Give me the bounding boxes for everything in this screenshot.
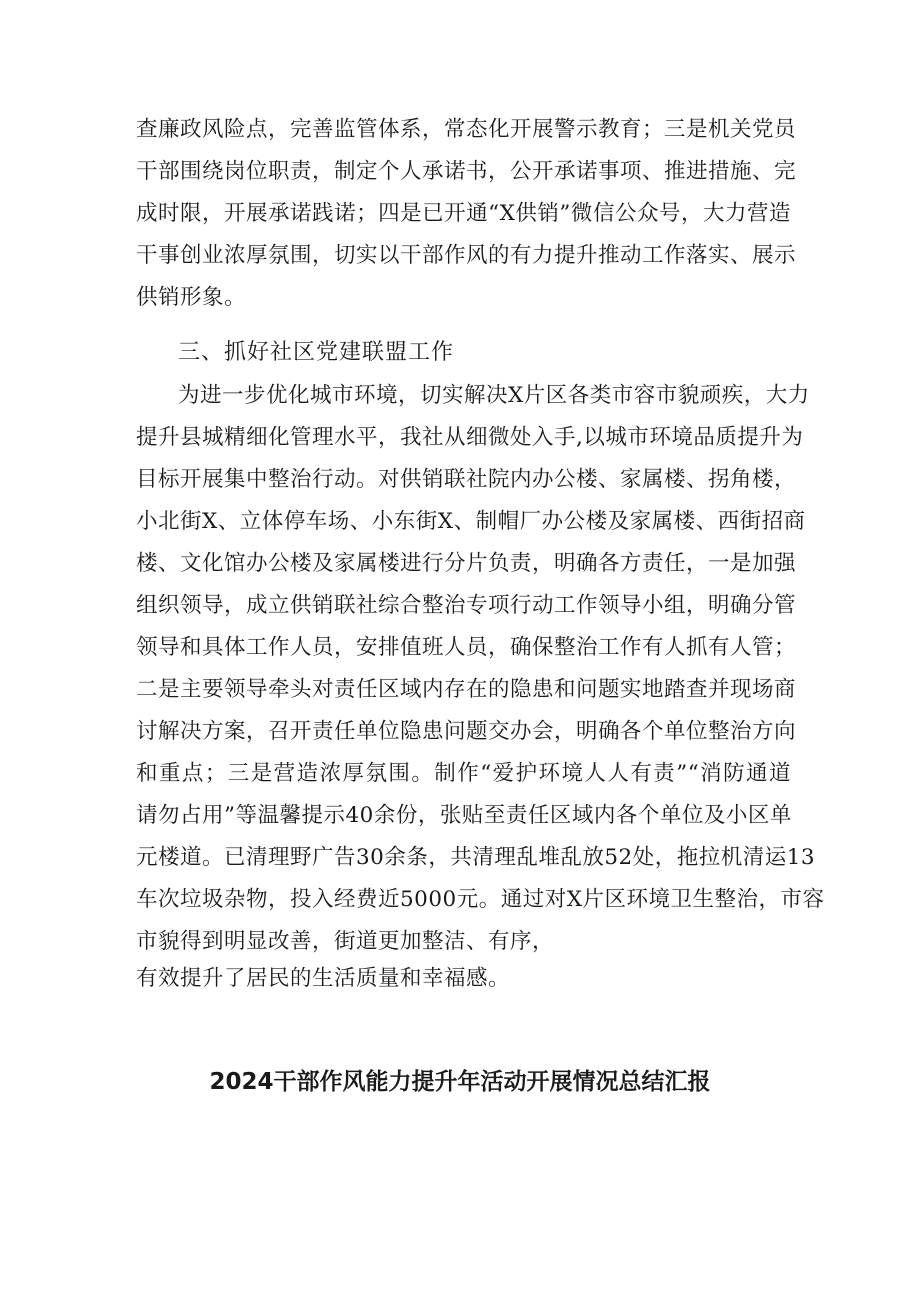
- paragraph-line: 和重点；三是营造浓厚氛围。制作“爱护环境人人有责”“消防通道: [136, 761, 791, 786]
- paragraph-line: 干事创业浓厚氛围，切实以干部作风的有力提升推动工作落实、展示: [136, 243, 797, 268]
- paragraph-line: 干部围绕岗位职责，制定个人承诺书，公开承诺事项、推进措施、完: [136, 159, 797, 184]
- document-title: 2024干部作风能力提升年活动开展情况总结汇报: [209, 1069, 711, 1095]
- paragraph-line: 元楼道。已清理野广告30余条，共清理乱堆乱放52处，拖拉机清运13: [136, 845, 816, 870]
- paragraph-line: 有效提升了居民的生活质量和幸福感。: [136, 966, 511, 991]
- paragraph-line: 讨解决方案，召开责任单位隐患问题交办会，明确各个单位整治方向: [136, 719, 797, 744]
- paragraph-line: 查廉政风险点，完善监管体系，常态化开展警示教育；三是机关党员: [136, 117, 797, 142]
- paragraph-line: 市貌得到明显改善，街道更加整洁、有序，: [136, 929, 555, 954]
- paragraph-line: 供销形象。: [136, 285, 247, 310]
- paragraph-line: 楼、文化馆办公楼及家属楼进行分片负责，明确各方责任，一是加强: [136, 551, 797, 576]
- paragraph-line: 为进一步优化城市环境，切实解决X片区各类市容市貌顽疾，大力: [178, 383, 810, 408]
- paragraph-line: 请勿占用”等温馨提示40余份，张贴至责任区域内各个单位及小区单: [136, 803, 792, 828]
- paragraph-line: 领导和具体工作人员，安排值班人员，确保整治工作有人抓有人管；: [136, 635, 797, 660]
- paragraph-line: 组织领导，成立供销联社综合整治专项行动工作领导小组，明确分管: [136, 593, 797, 618]
- paragraph-line: 二是主要领导牵头对责任区域内存在的隐患和问题实地踏查并现场商: [136, 677, 797, 702]
- section-heading: 三、抓好社区党建联盟工作: [178, 340, 455, 365]
- paragraph-line: 车次垃圾杂物，投入经费近5000元。通过对X片区环境卫生整治，市容: [136, 887, 825, 912]
- paragraph-line: 提升县城精细化管理水平，我社从细微处入手,以城市环境品质提升为: [136, 425, 804, 450]
- paragraph-line: 目标开展集中整治行动。对供销联社院内办公楼、家属楼、拐角楼，: [136, 467, 797, 492]
- paragraph-line: 小北街X、立体停车场、小东街X、制帽厂办公楼及家属楼、西街招商: [136, 509, 806, 534]
- paragraph-line: 成时限，开展承诺践诺；四是已开通“X供销”微信公众号，大力营造: [136, 201, 791, 226]
